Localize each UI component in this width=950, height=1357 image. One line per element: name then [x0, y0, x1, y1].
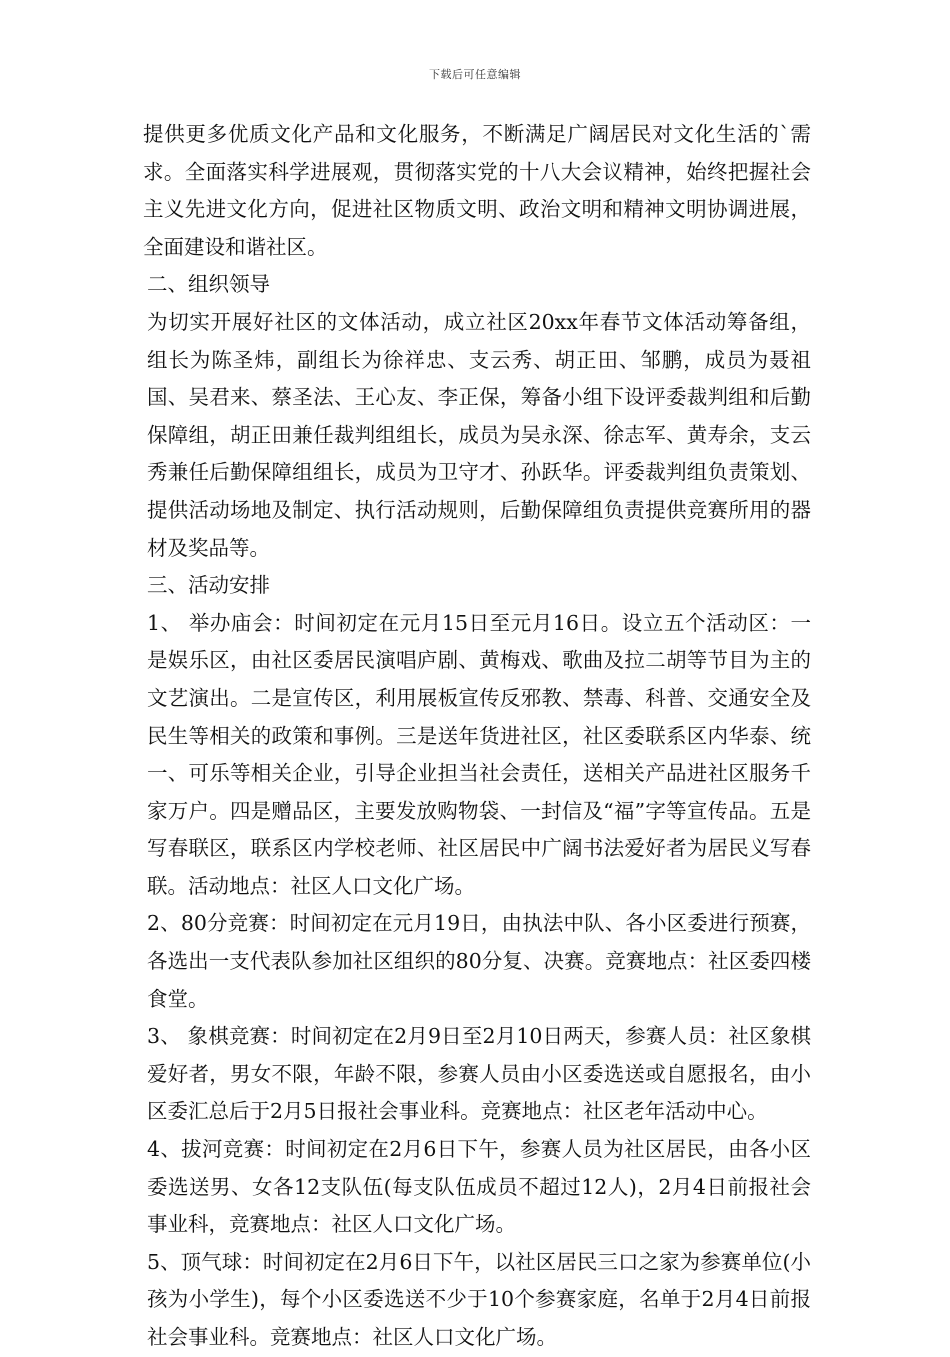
section-heading-activities: 三、活动安排	[147, 573, 270, 598]
paragraph-balloon: 5、顶气球：时间初定在2月6日下午，以社区居民三口之家为参赛单位(小孩为小学生)，每个小区委选送不少于10个参赛家庭，名单于2月4日前报社会事业科。竞赛地点：社区人口文化广场。	[147, 1249, 811, 1349]
paragraph-organization: 为切实开展好社区的文体活动，成立社区20xx年春节文体活动筹备组，组长为陈圣炜，副组长为徐祥忠、支云秀、胡正田、邹鹏，成员为聂祖国、吴君来、蔡圣法、王心友、李正保，筹备小组下设评委裁判组和后勤保障组，胡正田兼任裁判组组长，成员为吴永深、徐志军、黄寿余，支云秀兼任后勤保障组组长，成员为卫守才、孙跃华。评委裁判组负责策划、提供活动场地及制定、执行活动规则，后勤保障组负责提供竞赛所用的器材及奖品等。	[147, 309, 811, 560]
paragraph-intro: 提供更多优质文化产品和文化服务，不断满足广阔居民对文化生活的`需求。全面落实科学进展观，贯彻落实党的十八大会议精神，始终把握社会主义先进文化方向，促进社区物质文明、政治文明和精神文明协调进展，全面建设和谐社区。	[143, 122, 811, 259]
page-header: 下载后可任意编辑	[429, 68, 521, 81]
section-heading-organization: 二、组织领导	[147, 272, 270, 297]
document-body	[143, 116, 811, 1357]
paragraph-tug-of-war: 4、拔河竞赛：时间初定在2月6日下午，参赛人员为社区居民，由各小区委选送男、女各12支队伍(每支队伍成员不超过12人)，2月4日前报社会事业科，竞赛地点：社区人口文化广场。	[147, 1137, 811, 1237]
paragraph-temple-fair: 1、 举办庙会：时间初定在元月15日至元月16日。设立五个活动区：一是娱乐区，由社区委居民演唱庐剧、黄梅戏、歌曲及拉二胡等节目为主的文艺演出。二是宣传区，利用展板宣传反邪教、禁毒、科普、交通安全及民生等相关的政策和事例。三是送年货进社区，社区委联系区内华泰、统一、可乐等相关企业，引导企业担当社会责任，送相关产品进社区服务千家万户。四是赠品区，主要发放购物袋、一封信及“福”字等宣传品。五是写春联区，联系区内学校老师、社区居民中广阔书法爱好者为居民义写春联。活动地点：社区人口文化广场。	[147, 610, 811, 898]
paragraph-80-points: 2、80分竞赛：时间初定在元月19日，由执法中队、各小区委进行预赛，各选出一支代表队参加社区组织的80分复、决赛。竞赛地点：社区委四楼食堂。	[147, 911, 811, 1011]
paragraph-chess: 3、 象棋竞赛：时间初定在2月9日至2月10日两天，参赛人员：社区象棋爱好者，男女不限，年龄不限，参赛人员由小区委选送或自愿报名，由小区委汇总后于2月5日报社会事业科。竞赛地点：社区老年活动中心。	[147, 1024, 811, 1124]
